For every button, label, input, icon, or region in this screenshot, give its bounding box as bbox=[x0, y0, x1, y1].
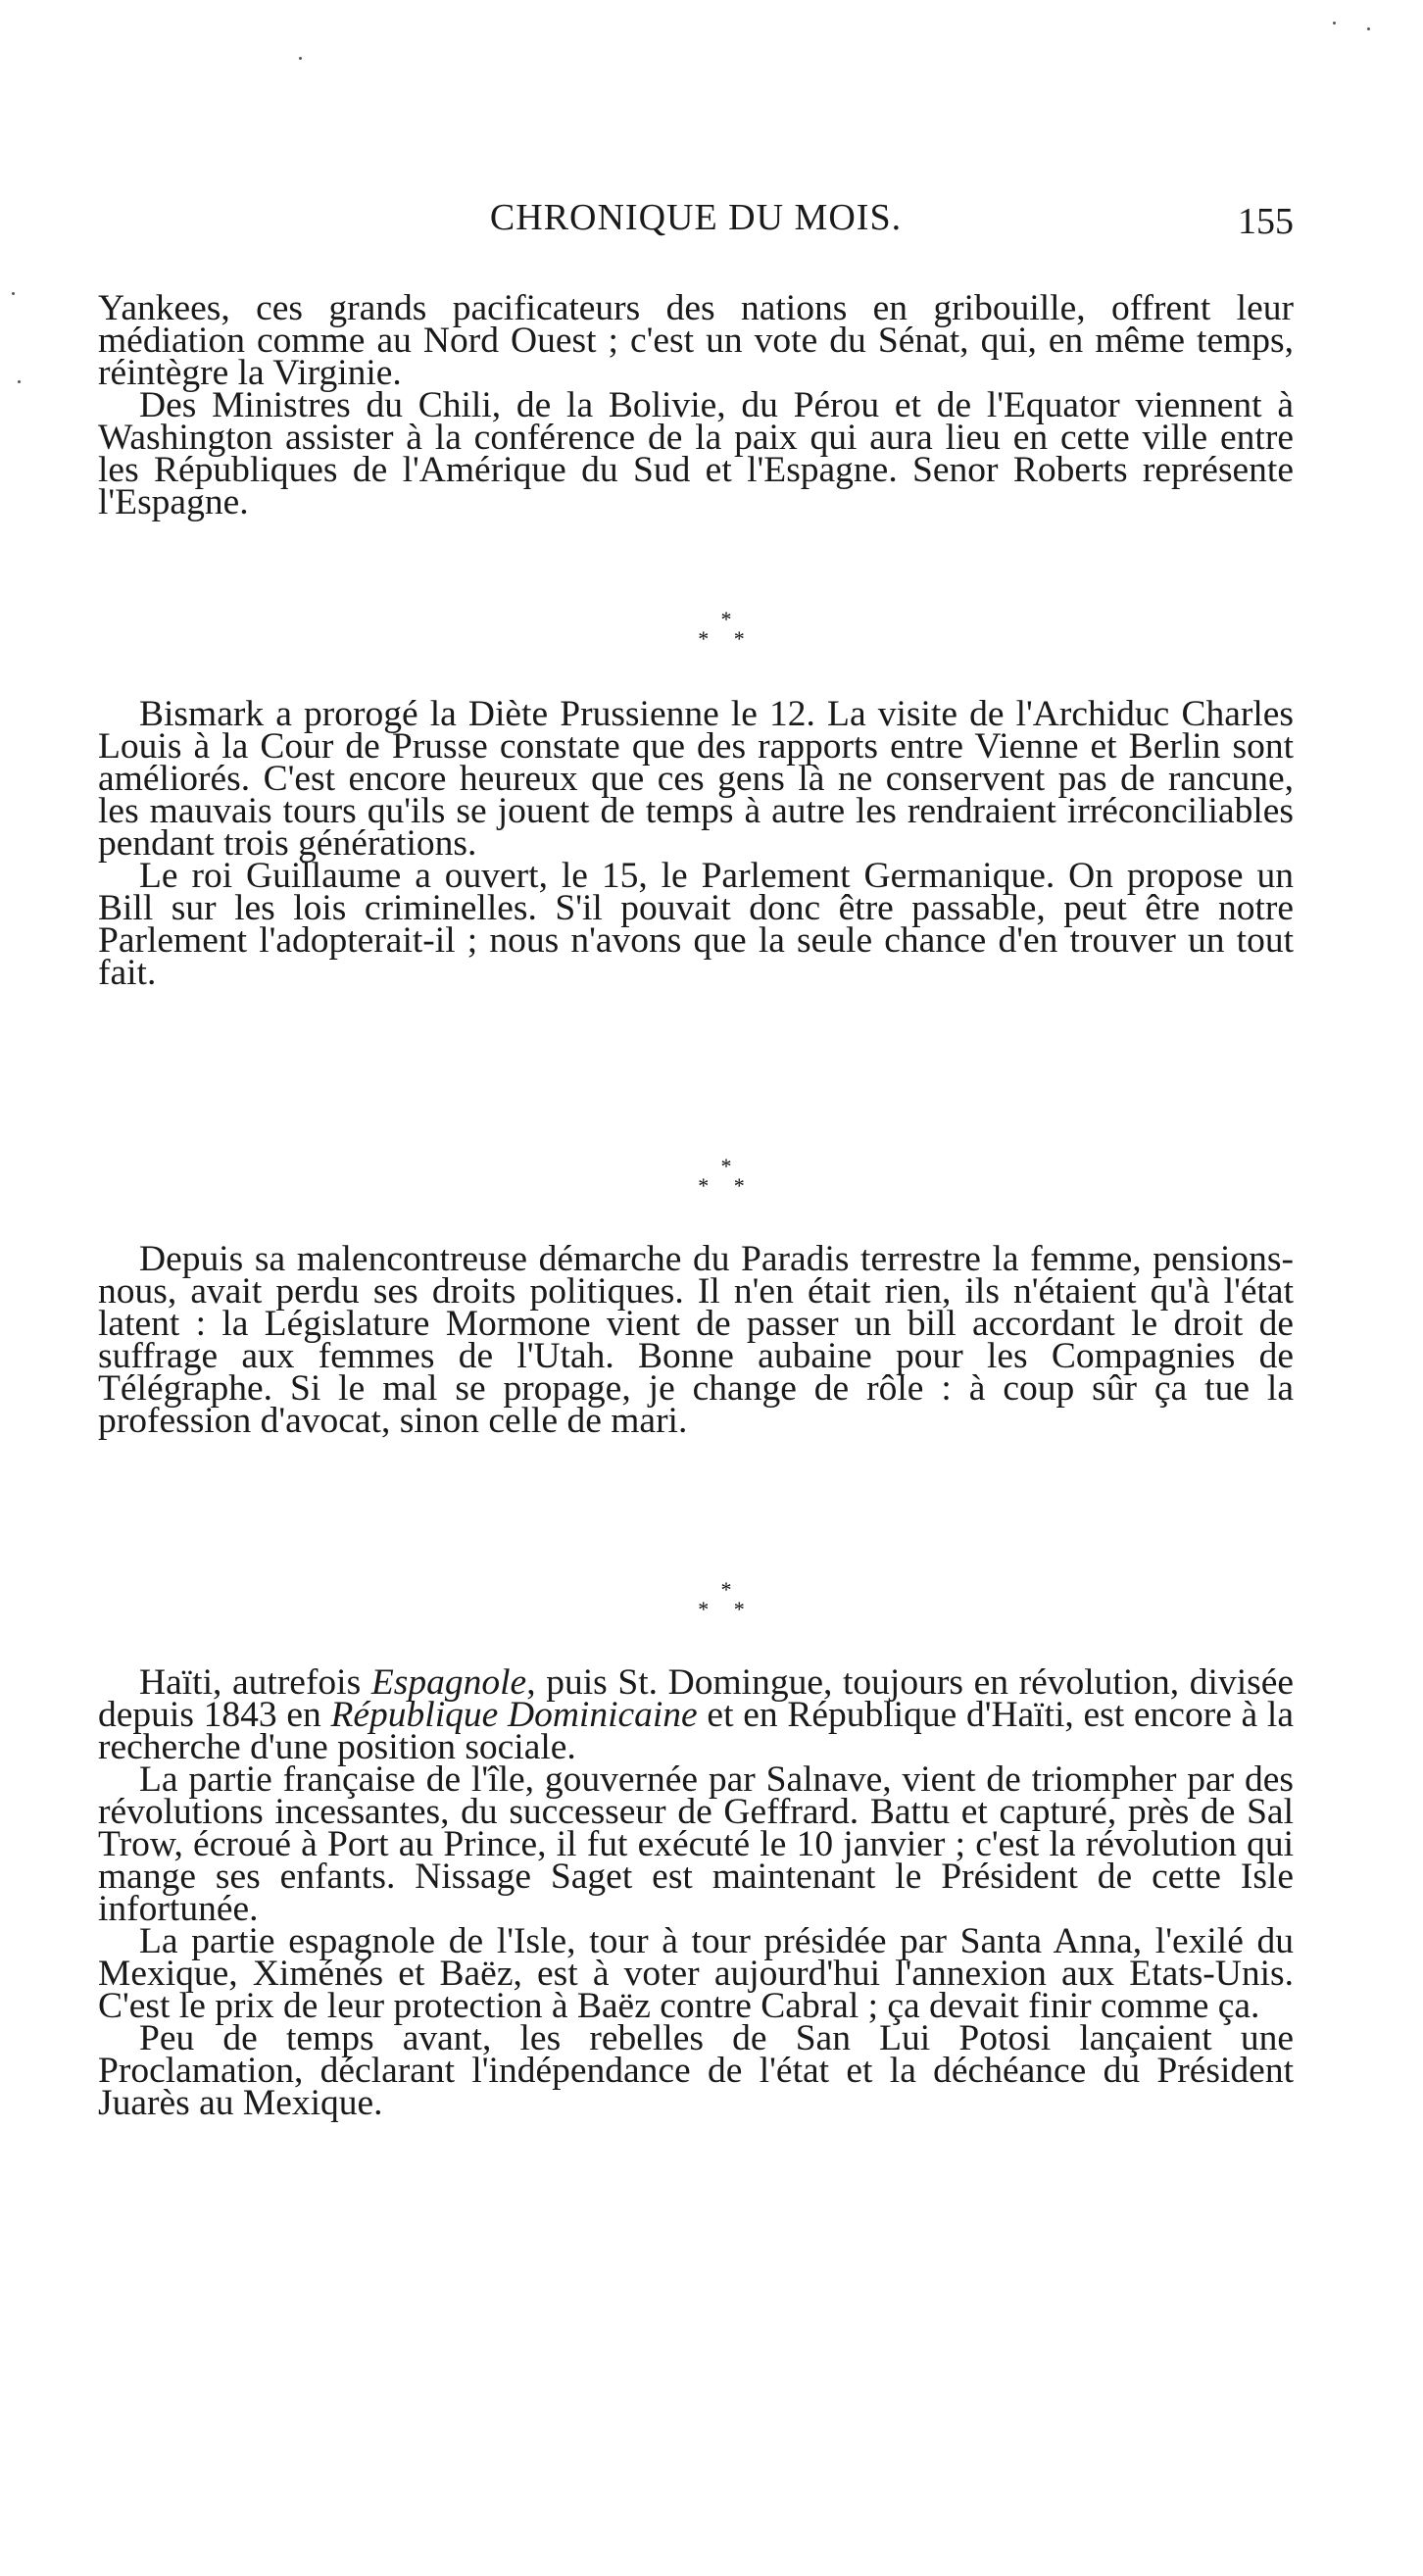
section-separator bbox=[0, 1154, 1423, 1198]
text-run: , puis St. Domingue, toujours en révolution, divisée depuis 1843 en bbox=[98, 1662, 1294, 1735]
running-title: CHRONIQUE DU MOIS. bbox=[489, 197, 903, 238]
italic-term: Espagnole bbox=[370, 1662, 527, 1703]
page-number: 155 bbox=[1238, 201, 1294, 242]
section-2 bbox=[98, 694, 1294, 993]
separator-star-top: * bbox=[720, 1154, 732, 1178]
paragraph: Depuis sa malencontreuse démarche du Paradis terrestre la femme, pensions-nous, avait perdu ses droits politiques. Il n'en était rien, ils n'étaient qu'à l'état latent : la Législature Mormone vient de passer un bill accordant le droit de suffrage aux femmes de l'Utah. Bonne aubaine pour les Compagnies de Télégraphe. Si le mal se propage, je change de rôle : à coup sûr ça tue la profession d'avocat, sinon celle de mari. bbox=[98, 1239, 1294, 1441]
section-4 bbox=[98, 1662, 1294, 2123]
text-run: et en République d'Haïti, est encore à la recherche d'une position sociale. bbox=[98, 1695, 1294, 1767]
paragraph: Bismark a prorogé la Diète Prussienne le 12. La visite de l'Archiduc Charles Louis à la Cour de Prusse constate que des rapports entre Vienne et Berlin sont améliorés. C'est encore heureux que ces gens là ne conservent pas de rancune, les mauvais tours qu'ils se jouent de temps à autre les rendraient irréconciliables pendant trois générations. bbox=[98, 694, 1294, 864]
scan-speck bbox=[18, 380, 21, 383]
running-header bbox=[98, 196, 1294, 255]
separator-star-top: * bbox=[720, 1577, 732, 1602]
paragraph: Yankees, ces grands pacificateurs des nations en gribouille, offrent leur médiation comme au Nord Ouest ; c'est un vote du Sénat, qui, en même temps, réintègre la Virginie. bbox=[98, 288, 1294, 393]
paragraph: Des Ministres du Chili, de la Bolivie, du Pérou et de l'Equator viennent à Washington assister à la conférence de la paix qui aura lieu en cette ville entre les Républiques de l'Amérique du Sud et l'Espagne. Senor Roberts représente l'Espagne. bbox=[98, 385, 1294, 522]
separator-stars-bottom: * * bbox=[698, 1597, 755, 1621]
paragraph: La partie française de l'île, gouvernée par Salnave, vient de triompher par des révolutions incessantes, du successeur de Geffrard. Battu et capturé, près de Sal Trow, écroué à Port au Prince, il fut exécuté le 10 janvier ; c'est la révolution qui mange ses enfants. Nissage Saget est maintenant le Président de cette Isle infortunée. bbox=[98, 1759, 1294, 1929]
scan-speck bbox=[1367, 27, 1370, 30]
separator-star-top: * bbox=[720, 607, 732, 631]
section-separator bbox=[0, 607, 1423, 651]
separator-stars-bottom: * * bbox=[698, 1173, 755, 1198]
paragraph-haiti-intro bbox=[98, 1662, 1294, 1767]
section-1 bbox=[98, 288, 1294, 522]
section-separator bbox=[0, 1577, 1423, 1621]
section-3 bbox=[98, 1239, 1294, 1441]
text-run: Haïti, autrefois bbox=[139, 1662, 371, 1703]
scan-speck bbox=[12, 292, 15, 295]
paragraph: Peu de temps avant, les rebelles de San Lui Potosi lançaient une Proclamation, déclarant l'indépendance de l'état et la déchéance du Président Juarès au Mexique. bbox=[98, 2018, 1294, 2123]
paragraph: Le roi Guillaume a ouvert, le 15, le Parlement Germanique. On propose un Bill sur les lois criminelles. S'il pouvait donc être passable, peut être notre Parlement l'adopterait-il ; nous n'avons que la seule chance d'en trouver un tout fait. bbox=[98, 856, 1294, 993]
scan-speck bbox=[299, 57, 302, 60]
paragraph: La partie espagnole de l'Isle, tour à tour présidée par Santa Anna, l'exilé du Mexique, Ximénés et Baëz, est à voter aujourd'hui l'annexion aux Etats-Unis. C'est le prix de leur protection à Baëz contre Cabral ; ça devait finir comme ça. bbox=[98, 1921, 1294, 2026]
separator-stars-bottom: * * bbox=[698, 626, 755, 651]
italic-term: République Dominicaine bbox=[330, 1695, 698, 1735]
scan-speck bbox=[1333, 22, 1336, 25]
